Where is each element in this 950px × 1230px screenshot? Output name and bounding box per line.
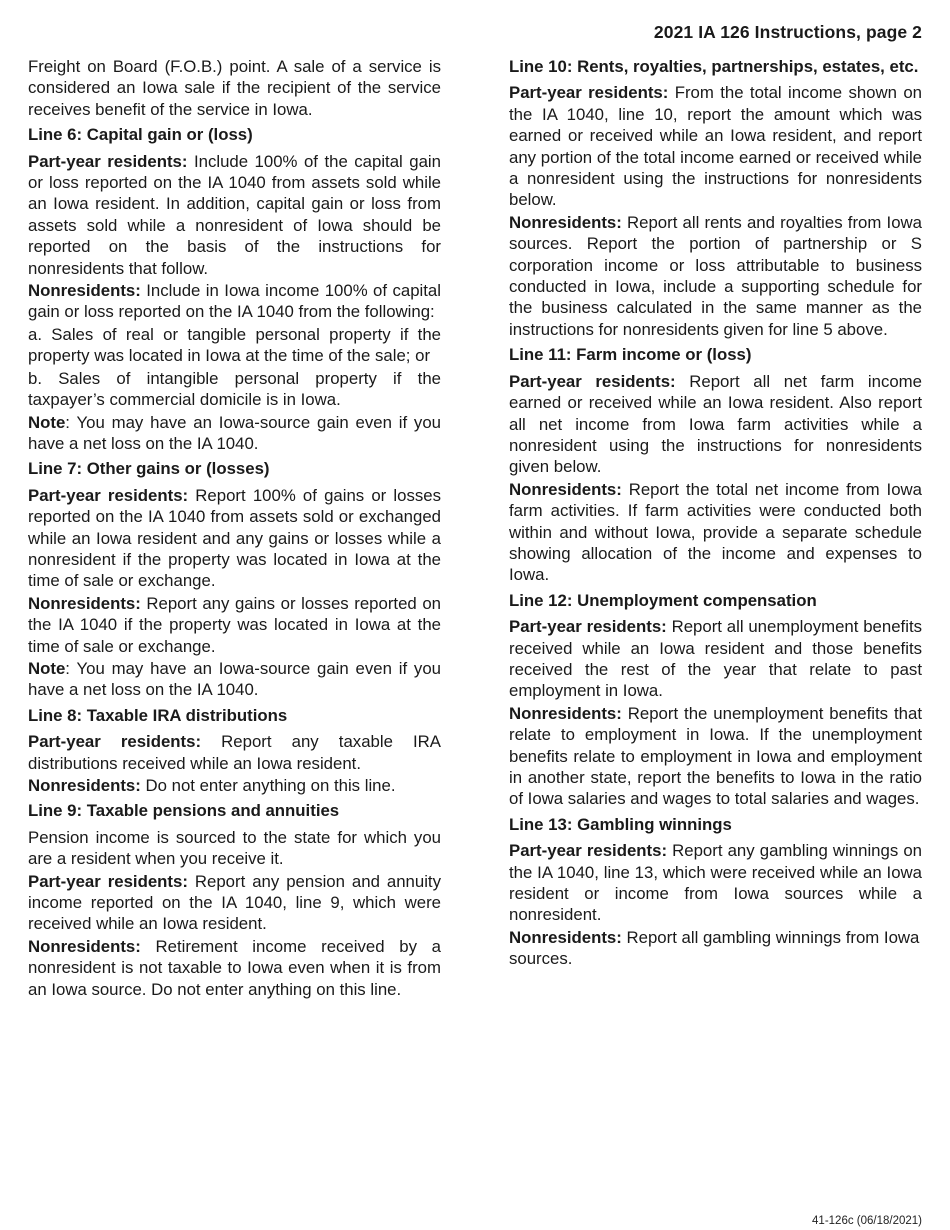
line10-nonresidents bbox=[509, 212, 922, 340]
note-text: : You may have an Iowa-source gain even if you have a net loss on the IA 1040. bbox=[28, 658, 441, 700]
line6-item-a: a. Sales of real or tangible personal property if the property was located in Iowa at the time of the sale; or bbox=[28, 324, 441, 366]
label: Nonresidents: bbox=[28, 776, 141, 795]
line6-part-year bbox=[28, 151, 441, 279]
line9-part-year bbox=[28, 871, 441, 935]
line6-note bbox=[28, 412, 441, 455]
line10-heading: Line 10: Rents, royalties, partnerships, estates, etc. bbox=[509, 57, 919, 76]
line12-nonresidents bbox=[509, 703, 922, 810]
text: Report 100% of gains or losses reported on the IA 1040 from assets sold or exchanged while an Iowa resident and any gains or losses while a nonresident if the property was located in Iowa at the time of sale or exchange. bbox=[28, 485, 441, 591]
text: Report any gambling winnings on the IA 1040, line 13, which were received while an Iowa resident or income from Iowa sources while a nonresident. bbox=[509, 841, 922, 925]
label: Part-year residents: bbox=[509, 83, 669, 103]
label: Nonresidents: bbox=[28, 936, 141, 956]
label: Nonresidents: bbox=[509, 927, 622, 947]
label: Part-year residents: bbox=[509, 617, 667, 637]
left-column bbox=[28, 56, 441, 1001]
label: Part-year residents: bbox=[28, 732, 202, 752]
intro-paragraph: Freight on Board (F.O.B.) point. A sale of a service is considered an Iowa sale if the recipient of the service receives benefit of the service in Iowa. bbox=[28, 57, 441, 119]
line9-heading: Line 9: Taxable pensions and annuities bbox=[28, 801, 340, 821]
text: Report any taxable IRA distributions received while an Iowa resident. bbox=[28, 732, 441, 773]
line11-nonresidents bbox=[509, 479, 922, 586]
label: Part-year residents: bbox=[28, 151, 188, 171]
text: Report any gains or losses reported on the IA 1040 if the property was located in Iowa at the time of sale or exchange. bbox=[28, 593, 441, 656]
form-id-footer: 41-126c (06/18/2021) bbox=[812, 1215, 922, 1227]
line6-nonresidents bbox=[28, 280, 441, 323]
text: Report all rents and royalties from Iowa sources. Report the portion of partnership or S corporation income or loss attributable to business conducted in Iowa, include a supporting schedule for the business calculated in the same manner as the instructions for nonresidents given for line 5 above. bbox=[509, 212, 922, 339]
text: Retirement income received by a nonresident is not taxable to Iowa even when it is from an Iowa source. Do not enter anything on this line. bbox=[28, 936, 441, 999]
text: Report any pension and annuity income reported on the IA 1040, line 9, which were received while an Iowa resident. bbox=[28, 871, 441, 934]
label: Part-year residents: bbox=[28, 871, 188, 891]
line7-part-year bbox=[28, 485, 441, 592]
text: From the total income shown on the IA 1040, line 10, report the amount which was earned or received while an Iowa resident, and report any portion of the total income earned or received while a nonresident using the instructions for nonresidents below. bbox=[509, 83, 922, 210]
line6-item-b: b. Sales of intangible personal property if the taxpayer’s commercial domicile is in Iowa. bbox=[28, 368, 441, 410]
line11-heading: Line 11: Farm income or (loss) bbox=[509, 345, 752, 365]
text: Report the unemployment benefits that relate to employment in Iowa. If the unemployment benefits relate to employment in Iowa and employment in another state, report the benefits to Iowa in the ratio of Iowa salaries and wages to total salaries and wages. bbox=[509, 703, 922, 809]
line7-nonresidents bbox=[28, 593, 441, 657]
line9-nonresidents bbox=[28, 936, 441, 1000]
text: Do not enter anything on this line. bbox=[140, 776, 396, 795]
line12-heading: Line 12: Unemployment compensation bbox=[509, 590, 817, 610]
line13-nonresidents bbox=[509, 927, 922, 970]
note-label: Note bbox=[28, 412, 66, 432]
label: Part-year residents: bbox=[509, 841, 668, 861]
label: Nonresidents: bbox=[509, 479, 622, 499]
note-label: Note bbox=[28, 658, 66, 678]
line11-part-year bbox=[509, 371, 922, 478]
line8-part-year bbox=[28, 731, 441, 774]
line13-heading: Line 13: Gambling winnings bbox=[509, 814, 732, 834]
label: Nonresidents: bbox=[509, 212, 622, 232]
label: Nonresidents: bbox=[28, 281, 141, 301]
line8-heading: Line 8: Taxable IRA distributions bbox=[28, 705, 288, 725]
text: Report all net farm income earned or received while an Iowa resident. Also report all net income from Iowa farm activities while a nonresident using the instructions for nonresidents given below. bbox=[509, 371, 922, 477]
text: Include 100% of the capital gain or loss reported on the IA 1040 from assets sold while an Iowa resident. In addition, capital gain or loss from assets sold while a nonresident of Iowa should be reported on the basis of the instructions for nonresidents that follow. bbox=[28, 151, 441, 278]
text: Include in Iowa income 100% of capital gain or loss reported on the IA 1040 from the following: bbox=[28, 281, 441, 322]
note-text: : You may have an Iowa-source gain even if you have a net loss on the IA 1040. bbox=[28, 412, 441, 453]
page-header-title: 2021 IA 126 Instructions, page 2 bbox=[653, 22, 922, 42]
line6-heading: Line 6: Capital gain or (loss) bbox=[28, 125, 253, 145]
label: Part-year residents: bbox=[509, 371, 676, 391]
label: Nonresidents: bbox=[509, 703, 622, 723]
line8-nonresidents bbox=[28, 775, 441, 796]
right-column bbox=[509, 56, 922, 971]
line12-part-year bbox=[509, 616, 922, 702]
line9-intro: Pension income is sourced to the state for which you are a resident when you receive it. bbox=[28, 827, 441, 869]
line7-note bbox=[28, 658, 441, 701]
line10-part-year bbox=[509, 82, 922, 210]
line13-part-year bbox=[509, 840, 922, 926]
line7-heading: Line 7: Other gains or (losses) bbox=[28, 459, 270, 479]
label: Part-year residents: bbox=[28, 485, 189, 505]
text: Report the total net income from Iowa farm activities. If farm activities were conducted both within and without Iowa, provide a separate schedule showing allocation of the income and expenses to Iowa. bbox=[509, 479, 922, 585]
text: Report all gambling winnings from Iowa sources. bbox=[509, 927, 920, 969]
text: Report all unemployment benefits received while an Iowa resident and those benefits received the rest of the year that relate to past employment in Iowa. bbox=[509, 617, 922, 701]
label: Nonresidents: bbox=[28, 593, 141, 613]
